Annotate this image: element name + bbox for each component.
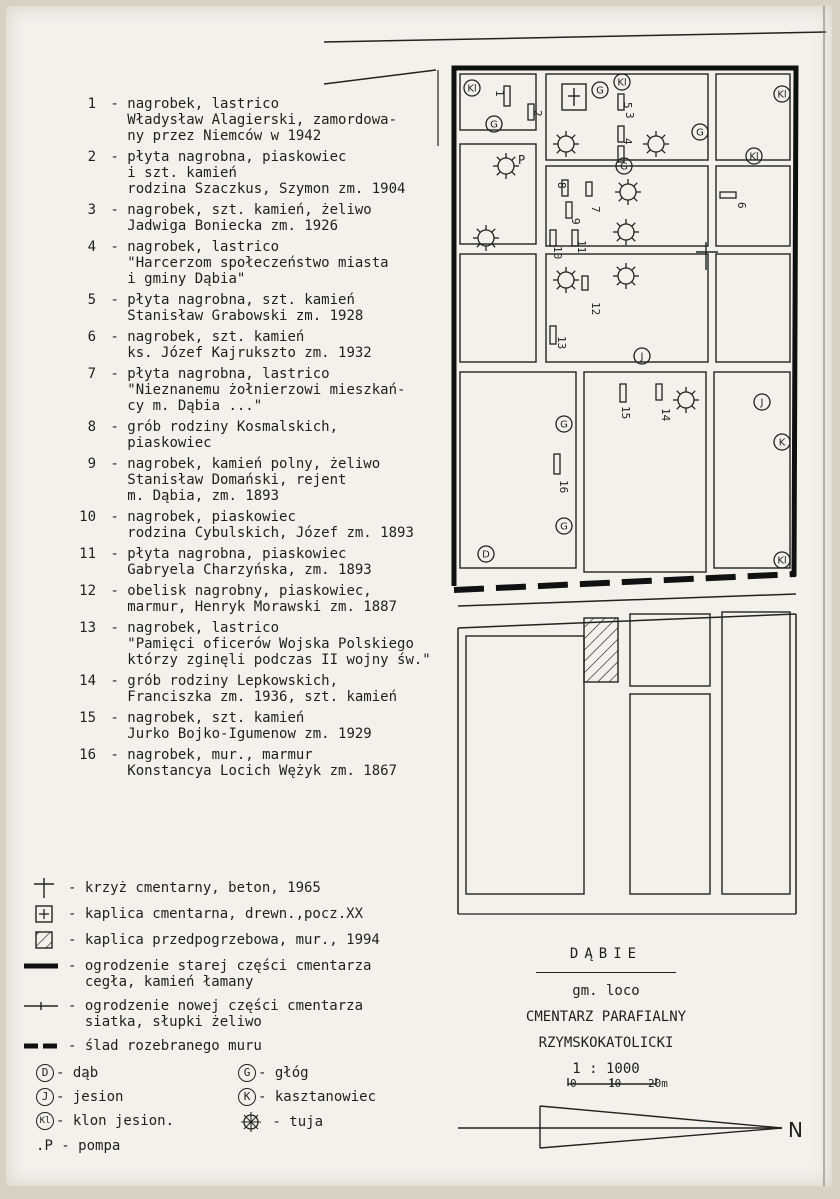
svg-text:G: G [560,521,568,533]
prefuneral-legend-row: - kaplica przedpogrzebowa, mur., 1994 [18,930,478,956]
svg-text:Kl: Kl [777,89,787,101]
old-cemetery-fence [454,68,796,586]
municipality: gm. loco [572,983,640,999]
legend-entry-number: 14 [79,673,96,689]
legend-entry: 11 - płyta nagrobna, piaskowiec Gabryela Charzyńska, zm. 1893 [36,546,476,578]
top-edge-line [324,32,826,42]
legend-entry-line: "Nieznanemu żołnierzowi mieszkań- [127,382,406,398]
legend-entry-line: i szt. kamień [127,165,237,181]
svg-text:Kl: Kl [777,555,787,567]
legend-entry-line: nagrobek, szt. kamień [127,329,305,345]
grave-number: 16 [557,480,570,494]
grave-number: 1 [493,90,506,97]
legend-entry-number: 4 [87,239,96,255]
cross-legend-text: - krzyż cmentarny, beton, 1965 [68,880,321,896]
tree-marker [486,116,502,132]
scale-ticks: 0 10 20m [570,1077,668,1090]
legend-entry-number: 7 [87,366,96,382]
legend-entry: 4 - nagrobek, lastrico "Harcerzom społeczeństwo miasta i gminy Dąbia" [36,239,476,287]
legend-entry-line: Franciszka zm. 1936, szt. kamień [127,689,398,705]
tree-legend [18,1064,478,1164]
title-line-1: CMENTARZ PARAFIALNY [525,1009,687,1025]
thuja-tree-marker [613,219,639,245]
svg-text:Kl: Kl [617,77,627,89]
grave-number: 7 [589,206,602,213]
legend-entry-line: rodzina Szaczkus, Szymon zm. 1904 [127,181,406,197]
legend-entry: 2 - płyta nagrobna, piaskowiec i szt. kamień rodzina Szaczkus, Szymon zm. 1904 [36,149,476,197]
grave-number: 4 [621,138,634,145]
tree-marker [774,552,790,568]
legend-entry-line: płyta nagrobna, piaskowiec [127,546,347,562]
grave-marker [566,202,572,218]
legend-entry-number: 3 [87,202,96,218]
legend-entry-line: i gminy Dąbia" [127,271,246,287]
old-fence-legend-row: - ogrodzenie starej części cmentarza cegła, kamień łamany [18,956,478,996]
tree-legend-chestnut: K - kasztanowiec [238,1088,376,1106]
grave-number: 14 [659,408,672,422]
chapel-icon [18,904,60,924]
tree-marker [692,124,708,140]
title-block [496,946,716,1101]
grave-number: 2 [531,110,544,117]
tree-marker [464,80,480,96]
legend-entry-line: Jurko Bojko-Igumenow zm. 1929 [127,726,372,742]
removed-wall-legend-row: - ślad rozebranego muru [18,1036,478,1062]
svg-text:G: G [620,161,628,173]
grave-number: 12 [589,302,602,316]
cross-legend-row [18,878,478,904]
legend-entry-line: płyta nagrobna, szt. kamień [127,292,355,308]
thuja-tree-marker [553,267,579,293]
tree-marker [556,518,572,534]
tree-legend-oak: D - dąb [36,1064,98,1082]
tree-marker [478,546,494,562]
legend-entry-line: ks. Józef Kajrukszto zm. 1932 [127,345,372,361]
legend-entry: 14 - grób rodziny Lepkowskich, Franciszka zm. 1936, szt. kamień [36,673,476,705]
legend-entry-number: 6 [87,329,96,345]
legend-entry-line: grób rodziny Lepkowskich, [127,673,339,689]
legend-entry: 13 - nagrobek, lastrico "Pamięci oficerów Wojska Polskiego którzy zginęli podczas II wojny św." [36,620,476,668]
cross-icon [18,878,60,898]
new-cemetery-fence [458,594,796,914]
chapel-map [562,84,586,110]
svg-text:J: J [640,351,644,363]
dashed-line-icon [18,1036,60,1056]
legend-entry: 9 - nagrobek, kamień polny, żeliwo Stanisław Domański, rejent m. Dąbia, zm. 1893 [36,456,476,504]
legend-entry-number: 1 [87,96,96,112]
legend-entry-line: cy m. Dąbia ..." [127,398,263,414]
grave-number: 11 [575,240,588,254]
legend-entry-line: Jadwiga Boniecka zm. 1926 [127,218,339,234]
legend-entry: 10 - nagrobek, piaskowiec rodzina Cybulskich, Józef zm. 1893 [36,509,476,541]
legend-entry-line: Konstancya Locich Wężyk zm. 1867 [127,763,398,779]
prefuneral-chapel-map [584,618,618,682]
grave-marker [720,192,736,198]
north-arrow [458,1106,782,1148]
legend-entry-line: Władysław Alagierski, zamordowa- [127,112,398,128]
legend-entry: 1 - nagrobek, lastrico Władysław Alagierski, zamordowa- ny przez Niemców w 1942 [36,96,476,144]
thuja-tree-marker [613,263,639,289]
new-part-quarters [466,612,790,894]
legend-entry-line: nagrobek, lastrico [127,96,280,112]
legend-entry: 3 - nagrobek, szt. kamień, żeliwo Jadwiga Boniecka zm. 1926 [36,202,476,234]
symbol-legend [18,878,478,1062]
legend-entry-number: 8 [87,419,96,435]
tree-marker [774,434,790,450]
grave-number: 6 [735,202,748,209]
tree-marker [746,148,762,164]
svg-text:Kl: Kl [467,83,477,95]
grave-quarters [460,74,790,572]
legend-entry-number: 15 [79,710,96,726]
legend-entry: 7 - płyta nagrobna, lastrico "Nieznanemu żołnierzowi mieszkań- cy m. Dąbia ..." [36,366,476,414]
grave-number: 9 [569,218,582,225]
tree-marker [754,394,770,410]
thuja-tree-marker [615,179,641,205]
grave-number: 8 [555,182,568,189]
grave-marker [554,454,560,474]
thuja-tree-marker [643,131,669,157]
grave-number: 10 [551,246,564,260]
thuja-icon [238,1112,264,1132]
grave-number: 5 [621,102,634,109]
legend-entry: 5 - płyta nagrobna, szt. kamień Stanisław Grabowski zm. 1928 [36,292,476,324]
svg-text:G: G [490,119,498,131]
legend-entry-line: rodzina Cybulskich, Józef zm. 1893 [127,525,414,541]
svg-text:K: K [778,437,786,449]
legend-entry: 8 - grób rodziny Kosmalskich, piaskowiec [36,419,476,451]
legend-entry-number: 9 [87,456,96,472]
grave-marker [620,384,626,402]
legend-entry-line: nagrobek, mur., marmur [127,747,313,763]
tree-marker [774,86,790,102]
thuja-tree-marker [493,153,519,179]
grave-marker [582,276,588,290]
svg-text:G: G [560,419,568,431]
legend-entry: 16 - nagrobek, mur., marmur Konstancya Locich Wężyk zm. 1867 [36,747,476,779]
place-name: DĄBIE [569,946,643,962]
thuja-tree-marker [473,225,499,251]
thin-line-icon [18,996,60,1016]
legend-entry-number: 5 [87,292,96,308]
legend-entry-line: płyta nagrobna, lastrico [127,366,330,382]
legend-entry-line: którzy zginęli podczas II wojny św." [127,652,431,668]
legend-entry-line: Stanisław Grabowski zm. 1928 [127,308,364,324]
legend-entry-number: 12 [79,583,96,599]
north-label: N [788,1118,803,1142]
tree-marker [634,348,650,364]
legend-entry-line: nagrobek, piaskowiec [127,509,296,525]
legend-entry: 6 - nagrobek, szt. kamień ks. Józef Kajrukszto zm. 1932 [36,329,476,361]
legend-entry-line: ny przez Niemców w 1942 [127,128,322,144]
legend-entry-line: nagrobek, szt. kamień, żeliwo [127,202,372,218]
tree-legend-pump: .P - pompa [36,1138,121,1154]
tree-legend-hawthorn: G - głóg [238,1064,309,1082]
legend-entry-line: Stanisław Domański, rejent [127,472,347,488]
removed-wall-line [454,574,796,590]
legend-entry-line: marmur, Henryk Morawski zm. 1887 [127,599,398,615]
legend-entry-line: obelisk nagrobny, piaskowiec, [127,583,372,599]
pump-map-label: P [518,153,526,167]
grave-marker [550,230,556,246]
legend-entry-number: 11 [79,546,96,562]
tree-marker [592,82,608,98]
title-line-2: RZYMSKOKATOLICKI [538,1035,674,1051]
grave-marker [586,182,592,196]
legend-entry-number: 13 [79,620,96,636]
tree-legend-thuja: - tuja [238,1112,323,1132]
legend-entry-number: 10 [79,509,96,525]
thuja-tree-marker [553,131,579,157]
map-sheet [6,6,832,1186]
thick-line-icon [18,956,60,976]
tree-legend-ash: J - jesion [36,1088,123,1106]
svg-text:D: D [482,549,490,561]
legend-entry-line: nagrobek, szt. kamień [127,710,305,726]
chapel-legend-row: - kaplica cmentarna, drewn.,pocz.XX [18,904,478,930]
legend-entry-line: grób rodziny Kosmalskich, [127,419,339,435]
legend-entry-line: "Harcerzom społeczeństwo miasta [127,255,389,271]
legend-entry-line: Gabryela Charzyńska, zm. 1893 [127,562,372,578]
svg-text:G: G [696,127,704,139]
svg-text:G: G [596,85,604,97]
grave-number: 3 [623,112,636,119]
legend-entry-number: 16 [79,747,96,763]
svg-text:Kl: Kl [749,151,759,163]
grave-number: 13 [555,336,568,350]
legend-entry: 12 - obelisk nagrobny, piaskowiec, marmur, Henryk Morawski zm. 1887 [36,583,476,615]
legend-entry-line: m. Dąbia, zm. 1893 [127,488,280,504]
legend-entry-line: nagrobek, lastrico [127,239,280,255]
svg-text:J: J [760,397,764,409]
legend-entry-line: płyta nagrobna, piaskowiec [127,149,347,165]
tree-marker [556,416,572,432]
legend [36,96,476,784]
legend-entry-line: nagrobek, kamień polny, żeliwo [127,456,381,472]
tree-legend-maple: Kl - klon jesion. [36,1112,174,1130]
tree-marker [614,74,630,90]
grave-number: 15 [619,406,632,420]
new-fence-legend-row: - ogrodzenie nowej części cmentarza siatka, słupki żeliwo [18,996,478,1036]
hatched-square-icon [18,930,60,950]
thuja-tree-marker [673,387,699,413]
legend-entry-line: piaskowiec [127,435,212,451]
legend-entry-line: "Pamięci oficerów Wojska Polskiego [127,636,414,652]
legend-entry-line: nagrobek, lastrico [127,620,280,636]
scale-text: 1 : 1000 [572,1061,640,1077]
top-edge-line-2 [324,70,436,84]
legend-entry: 15 - nagrobek, szt. kamień Jurko Bojko-Igumenow zm. 1929 [36,710,476,742]
legend-entry-number: 2 [87,149,96,165]
grave-marker [656,384,662,400]
